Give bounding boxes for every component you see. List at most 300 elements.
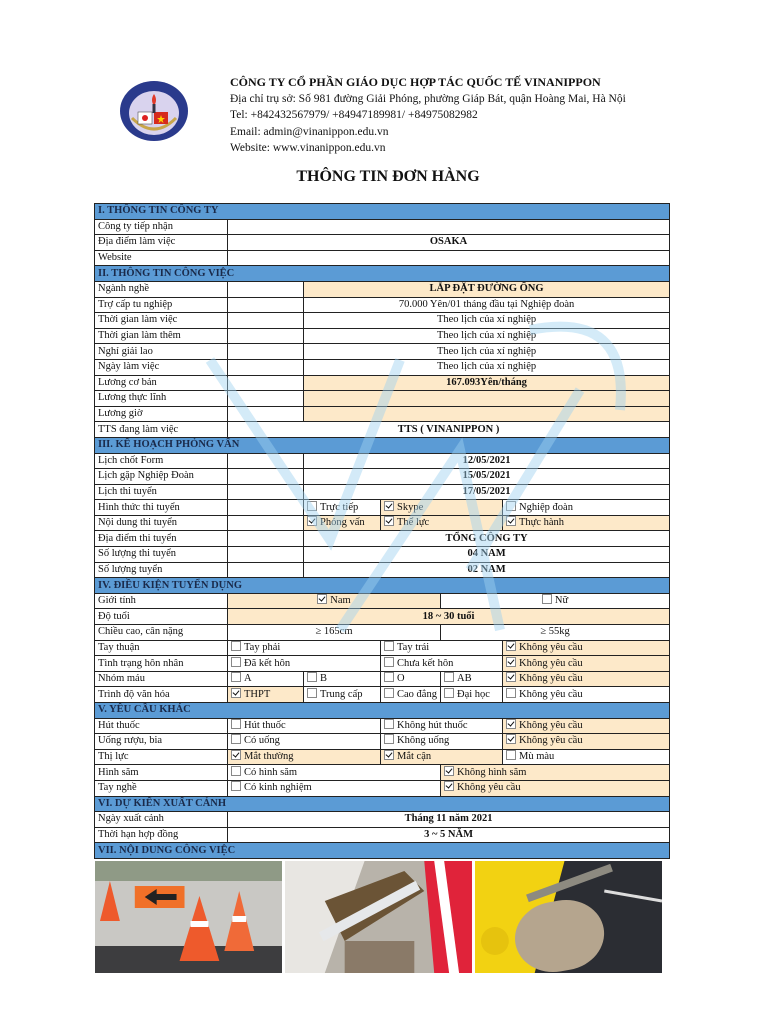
option-cell-text: Thể lực xyxy=(397,517,430,529)
blank-cell xyxy=(228,469,304,485)
row-value xyxy=(304,531,670,547)
row-label-text: Độ tuổi xyxy=(98,610,130,622)
checked-box-icon[interactable] xyxy=(307,516,317,526)
unchecked-box-icon[interactable] xyxy=(307,501,317,511)
row-label xyxy=(95,780,228,796)
row-label-text: Nội dung thi tuyển xyxy=(98,517,178,529)
unchecked-box-icon[interactable] xyxy=(231,734,241,744)
table-row xyxy=(95,780,670,796)
table-row xyxy=(95,656,670,672)
section-company-info xyxy=(95,204,670,220)
row-label-text: Số lượng thi tuyển xyxy=(98,548,177,560)
blank-cell xyxy=(228,406,304,422)
option-cell[interactable] xyxy=(381,671,441,687)
row-value xyxy=(228,250,670,266)
option-cell-text: Mắt cận xyxy=(397,751,432,763)
table-row xyxy=(95,547,670,563)
option-cell[interactable] xyxy=(228,718,381,734)
unchecked-box-icon[interactable] xyxy=(231,766,241,776)
table-row xyxy=(95,375,670,391)
section-header-text: III. KẾ HOẠCH PHỎNG VẤN xyxy=(98,439,240,451)
option-cell-text: Đại học xyxy=(457,688,490,700)
section-requirements xyxy=(95,578,670,594)
unchecked-box-icon[interactable] xyxy=(506,750,516,760)
option-cell-text: Trung cấp xyxy=(320,688,363,700)
option-cell[interactable] xyxy=(228,656,381,672)
company-website: Website: www.vinanippon.edu.vn xyxy=(230,142,386,154)
option-cell-text: Không yêu cầu xyxy=(519,657,583,669)
row-label xyxy=(95,562,228,578)
row-label xyxy=(95,375,228,391)
option-cell[interactable] xyxy=(503,671,670,687)
table-row xyxy=(95,422,670,438)
row-label-text: TTS đang làm việc xyxy=(98,423,179,435)
row-label-text: Lương thực lĩnh xyxy=(98,392,167,404)
section-header xyxy=(95,204,670,220)
road-roller-photo xyxy=(475,861,662,973)
blank-cell xyxy=(228,391,304,407)
company-logo xyxy=(118,80,190,142)
table-row xyxy=(95,313,670,329)
row-label xyxy=(95,749,228,765)
table-row xyxy=(95,235,670,251)
option-cell[interactable] xyxy=(228,749,381,765)
option-cell-text: Phỏng vấn xyxy=(320,517,365,529)
row-label xyxy=(95,625,228,641)
row-label-text: Website xyxy=(98,252,132,264)
option-cell-text: Nữ xyxy=(554,595,569,607)
row-value xyxy=(228,422,670,438)
row-label-text: Nghỉ giải lao xyxy=(98,345,153,357)
row-label-text: Lịch thi tuyển xyxy=(98,485,157,497)
option-cell-text: Skype xyxy=(397,501,424,513)
row-value xyxy=(304,375,670,391)
option-cell-text: Cao đẳng xyxy=(397,688,437,700)
row-label-text: Trình độ văn hóa xyxy=(98,688,170,700)
row-label xyxy=(95,765,228,781)
option-cell-text: Không uống xyxy=(397,735,450,747)
checked-box-icon[interactable] xyxy=(506,516,516,526)
row-value-text: TTS ( VINANIPPON ) xyxy=(397,423,500,435)
row-label xyxy=(95,531,228,547)
table-row xyxy=(95,687,670,703)
option-cell[interactable] xyxy=(304,500,381,516)
row-label xyxy=(95,687,228,703)
checked-box-icon[interactable] xyxy=(231,688,241,698)
row-label xyxy=(95,391,228,407)
option-cell[interactable] xyxy=(503,656,670,672)
table-row xyxy=(95,531,670,547)
checked-box-icon[interactable] xyxy=(444,766,454,776)
table-row xyxy=(95,500,670,516)
row-value-text: 15/05/2021 xyxy=(462,470,511,482)
option-cell[interactable] xyxy=(228,687,304,703)
row-value-text: TỔNG CÔNG TY xyxy=(445,532,528,544)
table-row xyxy=(95,328,670,344)
row-label-text: Tay thuận xyxy=(98,641,140,653)
row-label xyxy=(95,313,228,329)
row-value-text: 70.000 Yên/01 tháng đầu tại Nghiệp đoàn xyxy=(398,298,575,310)
row-label xyxy=(95,469,228,485)
section-header xyxy=(95,703,670,719)
checked-box-icon[interactable] xyxy=(384,516,394,526)
row-label xyxy=(95,609,228,625)
table-row xyxy=(95,609,670,625)
company-tel: Tel: +842432567979/ +84947189981/ +84975082982 xyxy=(230,109,478,121)
unchecked-box-icon[interactable] xyxy=(231,781,241,791)
section-header-text: V. YÊU CẦU KHÁC xyxy=(98,704,191,716)
table-row xyxy=(95,469,670,485)
row-value-text: LẮP ĐẶT ĐƯỜNG ỐNG xyxy=(429,283,544,295)
option-cell-text: Không yêu cầu xyxy=(519,735,583,747)
section-departure xyxy=(95,796,670,812)
unchecked-box-icon[interactable] xyxy=(307,688,317,698)
row-label-text: Ngày làm việc xyxy=(98,361,160,373)
unchecked-box-icon[interactable] xyxy=(444,688,454,698)
option-cell[interactable] xyxy=(381,656,503,672)
job-photos xyxy=(95,861,662,973)
checked-box-icon[interactable] xyxy=(384,750,394,760)
unchecked-box-icon[interactable] xyxy=(231,672,241,682)
row-value-text: 3 ~ 5 NĂM xyxy=(424,829,473,841)
row-label xyxy=(95,484,228,500)
option-cell[interactable] xyxy=(381,718,503,734)
row-label-text: Hình săm xyxy=(98,766,139,778)
option-cell-text: Có kinh nghiệm xyxy=(244,782,312,794)
option-cell[interactable] xyxy=(228,593,441,609)
row-value-text: OSAKA xyxy=(429,236,468,248)
row-value xyxy=(228,235,670,251)
option-cell-text: Không yêu cầu xyxy=(519,688,583,700)
option-cell-text: Không yêu cầu xyxy=(519,641,583,653)
row-label-text: Tay nghề xyxy=(98,782,137,794)
option-cell[interactable] xyxy=(503,749,670,765)
unchecked-box-icon[interactable] xyxy=(384,657,394,667)
row-label-text: Số lượng tuyển xyxy=(98,563,163,575)
section-header-text: VI. DỰ KIẾN XUẤT CẢNH xyxy=(98,797,227,809)
section-header-text: II. THÔNG TIN CÔNG VIỆC xyxy=(98,267,235,279)
blank-cell xyxy=(228,328,304,344)
option-cell-text: Mắt thường xyxy=(244,751,294,763)
row-label xyxy=(95,656,228,672)
option-cell-text: Chưa kết hôn xyxy=(397,657,454,669)
option-cell-text: AB xyxy=(457,673,472,685)
table-row xyxy=(95,484,670,500)
table-row xyxy=(95,391,670,407)
row-label xyxy=(95,718,228,734)
row-value-text: 17/05/2021 xyxy=(462,485,511,497)
company-header xyxy=(230,74,626,157)
row-label xyxy=(95,827,228,843)
option-cell-text: Hút thuốc xyxy=(244,719,286,731)
option-cell[interactable] xyxy=(441,780,670,796)
option-cell[interactable] xyxy=(304,515,381,531)
row-value xyxy=(304,484,670,500)
option-cell[interactable] xyxy=(503,515,670,531)
option-cell-text: Tay trái xyxy=(397,641,430,653)
row-value-text: 04 NAM xyxy=(467,548,506,560)
option-cell-text: Trực tiếp xyxy=(320,501,359,513)
table-row xyxy=(95,515,670,531)
blank-cell xyxy=(228,281,304,297)
row-value xyxy=(228,219,670,235)
row-value-text: ≥ 55kg xyxy=(540,626,570,638)
option-cell[interactable] xyxy=(381,749,503,765)
row-label xyxy=(95,640,228,656)
row-label-text: Giới tính xyxy=(98,595,136,607)
option-cell[interactable] xyxy=(441,687,503,703)
option-cell[interactable] xyxy=(503,734,670,750)
row-value xyxy=(228,812,670,828)
checked-box-icon[interactable] xyxy=(506,641,516,651)
order-info-table xyxy=(94,203,670,859)
option-cell-text: Nghiệp đoàn xyxy=(519,501,573,513)
row-label-text: Địa điểm thi tuyển xyxy=(98,532,177,544)
option-cell[interactable] xyxy=(381,687,441,703)
row-value-text: Tháng 11 năm 2021 xyxy=(404,813,493,825)
row-value xyxy=(304,547,670,563)
section-header-text: IV. ĐIỀU KIỆN TUYỂN DỤNG xyxy=(98,579,243,591)
row-label-text: Lịch gặp Nghiệp Đoàn xyxy=(98,470,194,482)
row-value xyxy=(304,281,670,297)
unchecked-box-icon[interactable] xyxy=(231,719,241,729)
row-value xyxy=(304,359,670,375)
row-value xyxy=(304,313,670,329)
option-cell-text: Không hút thuốc xyxy=(397,719,468,731)
unchecked-box-icon[interactable] xyxy=(231,641,241,651)
option-cell[interactable] xyxy=(441,765,670,781)
table-row xyxy=(95,625,670,641)
row-label xyxy=(95,281,228,297)
row-value xyxy=(304,406,670,422)
row-value xyxy=(441,625,670,641)
checked-box-icon[interactable] xyxy=(506,734,516,744)
row-label-text: Thị lực xyxy=(98,751,129,763)
company-name: CÔNG TY CỔ PHẦN GIÁO DỤC HỢP TÁC QUỐC TẾ VINANIPPON xyxy=(230,75,601,89)
pipe-trench-photo xyxy=(285,861,472,973)
row-value-text: Theo lịch của xí nghiệp xyxy=(436,361,537,373)
row-label xyxy=(95,359,228,375)
row-value xyxy=(304,453,670,469)
row-label xyxy=(95,235,228,251)
row-label-text: Nhóm máu xyxy=(98,673,145,685)
table-row xyxy=(95,406,670,422)
section-job-info xyxy=(95,266,670,282)
unchecked-box-icon[interactable] xyxy=(506,688,516,698)
blank-cell xyxy=(228,359,304,375)
table-row xyxy=(95,749,670,765)
unchecked-box-icon[interactable] xyxy=(307,672,317,682)
blank-cell xyxy=(228,547,304,563)
row-value xyxy=(304,391,670,407)
blank-cell xyxy=(228,515,304,531)
row-value xyxy=(228,827,670,843)
option-cell-text: THPT xyxy=(244,688,271,700)
option-cell-text: B xyxy=(320,673,328,685)
option-cell[interactable] xyxy=(228,780,441,796)
row-value-text: ≥ 165cm xyxy=(315,626,353,638)
table-row xyxy=(95,250,670,266)
option-cell[interactable] xyxy=(304,671,381,687)
option-cell-text: Có hình săm xyxy=(244,766,298,778)
row-label xyxy=(95,500,228,516)
row-label-text: Ngành nghề xyxy=(98,283,150,295)
row-value xyxy=(304,469,670,485)
row-label xyxy=(95,671,228,687)
option-cell-text: Không yêu cầu xyxy=(519,673,583,685)
page-title: THÔNG TIN ĐƠN HÀNG xyxy=(296,168,480,185)
unchecked-box-icon[interactable] xyxy=(384,672,394,682)
row-label xyxy=(95,406,228,422)
blank-cell xyxy=(228,344,304,360)
option-cell-text: Không hình săm xyxy=(457,766,527,778)
unchecked-box-icon[interactable] xyxy=(384,734,394,744)
company-email: Email: admin@vinanippon.edu.vn xyxy=(230,125,389,138)
table-row xyxy=(95,562,670,578)
option-cell-text: Có uống xyxy=(244,735,280,747)
option-cell[interactable] xyxy=(381,640,503,656)
option-cell-text: Mù màu xyxy=(519,751,555,763)
company-address: Địa chỉ trụ sở: Số 981 đường Giải Phóng, phường Giáp Bát, quận Hoàng Mai, Hà Nội xyxy=(230,92,626,105)
row-label-text: Lương cơ bản xyxy=(98,376,157,388)
row-label xyxy=(95,297,228,313)
row-label xyxy=(95,515,228,531)
table-row xyxy=(95,344,670,360)
table-row xyxy=(95,671,670,687)
row-label xyxy=(95,547,228,563)
checked-box-icon[interactable] xyxy=(444,781,454,791)
row-label-text: Thời hạn hợp đồng xyxy=(98,829,179,841)
table-row xyxy=(95,297,670,313)
blank-cell xyxy=(228,313,304,329)
checked-box-icon[interactable] xyxy=(317,594,327,604)
section-interview-plan xyxy=(95,437,670,453)
option-cell[interactable] xyxy=(228,734,381,750)
option-cell-text: A xyxy=(244,673,252,685)
row-label xyxy=(95,812,228,828)
option-cell-text: Đã kết hôn xyxy=(244,657,291,669)
section-other-requirements xyxy=(95,703,670,719)
row-value-text: 167.093Yên/tháng xyxy=(446,376,527,388)
section-header xyxy=(95,843,670,859)
option-cell[interactable] xyxy=(228,640,381,656)
section-header xyxy=(95,796,670,812)
option-cell[interactable] xyxy=(503,718,670,734)
row-label-text: Thời gian làm việc xyxy=(98,314,178,326)
section-header xyxy=(95,578,670,594)
checked-box-icon[interactable] xyxy=(506,719,516,729)
row-label xyxy=(95,453,228,469)
unchecked-box-icon[interactable] xyxy=(231,657,241,667)
blank-cell xyxy=(228,375,304,391)
section-header xyxy=(95,437,670,453)
table-row xyxy=(95,219,670,235)
row-value xyxy=(304,328,670,344)
section-header-text: VII. NỘI DUNG CÔNG VIỆC xyxy=(98,844,236,856)
row-label-text: Địa điểm làm việc xyxy=(98,236,176,248)
option-cell-text: Thực hành xyxy=(519,517,565,529)
option-cell[interactable] xyxy=(228,671,304,687)
table-row xyxy=(95,812,670,828)
checked-box-icon[interactable] xyxy=(384,501,394,511)
row-label-text: Chiều cao, cân nặng xyxy=(98,626,184,638)
row-label-text: Thời gian làm thêm xyxy=(98,330,181,342)
table-row xyxy=(95,718,670,734)
row-value xyxy=(304,562,670,578)
table-row xyxy=(95,359,670,375)
row-label-text: Công ty tiếp nhận xyxy=(98,220,173,232)
row-label xyxy=(95,250,228,266)
table-row xyxy=(95,593,670,609)
unchecked-box-icon[interactable] xyxy=(384,688,394,698)
row-value xyxy=(304,297,670,313)
checked-box-icon[interactable] xyxy=(506,672,516,682)
row-value-text: Theo lịch của xí nghiệp xyxy=(436,345,537,357)
row-label xyxy=(95,219,228,235)
row-value xyxy=(228,609,670,625)
row-label-text: Lương giờ xyxy=(98,408,143,420)
row-label xyxy=(95,734,228,750)
unchecked-box-icon[interactable] xyxy=(384,719,394,729)
option-cell[interactable] xyxy=(441,671,503,687)
row-value xyxy=(228,625,441,641)
option-cell[interactable] xyxy=(381,515,503,531)
table-row xyxy=(95,827,670,843)
checked-box-icon[interactable] xyxy=(231,750,241,760)
blank-cell xyxy=(228,562,304,578)
table-row xyxy=(95,765,670,781)
row-label-text: Trợ cấp tu nghiệp xyxy=(98,298,173,310)
table-row xyxy=(95,640,670,656)
row-label xyxy=(95,344,228,360)
option-cell[interactable] xyxy=(381,734,503,750)
option-cell-text: Nam xyxy=(330,595,351,607)
row-label-text: Uống rượu, bia xyxy=(98,735,163,747)
row-label-text: Lịch chốt Form xyxy=(98,454,164,466)
option-cell-text: Không yêu cầu xyxy=(519,719,583,731)
section-header xyxy=(95,266,670,282)
unchecked-box-icon[interactable] xyxy=(384,641,394,651)
section-job-content xyxy=(95,843,670,859)
table-row xyxy=(95,453,670,469)
row-label xyxy=(95,422,228,438)
option-cell-text: Tay phải xyxy=(244,641,281,653)
option-cell[interactable] xyxy=(503,687,670,703)
row-label-text: Ngày xuất cảnh xyxy=(98,813,164,825)
option-cell[interactable] xyxy=(381,500,503,516)
option-cell[interactable] xyxy=(304,687,381,703)
row-label xyxy=(95,328,228,344)
option-cell-text: O xyxy=(397,673,405,685)
option-cell[interactable] xyxy=(503,500,670,516)
blank-cell xyxy=(228,297,304,313)
option-cell[interactable] xyxy=(441,593,670,609)
table-row xyxy=(95,281,670,297)
blank-cell xyxy=(228,500,304,516)
unchecked-box-icon[interactable] xyxy=(506,501,516,511)
option-cell[interactable] xyxy=(228,765,441,781)
unchecked-box-icon[interactable] xyxy=(444,672,454,682)
checked-box-icon[interactable] xyxy=(506,657,516,667)
row-value-text: Theo lịch của xí nghiệp xyxy=(436,330,537,342)
blank-cell xyxy=(228,453,304,469)
unchecked-box-icon[interactable] xyxy=(542,594,552,604)
row-label-text: Hình thức thi tuyển xyxy=(98,501,180,513)
blank-cell xyxy=(228,484,304,500)
option-cell[interactable] xyxy=(503,640,670,656)
row-value-text: 18 ~ 30 tuổi xyxy=(422,610,475,622)
section-header-text: I. THÔNG TIN CÔNG TY xyxy=(98,205,219,217)
